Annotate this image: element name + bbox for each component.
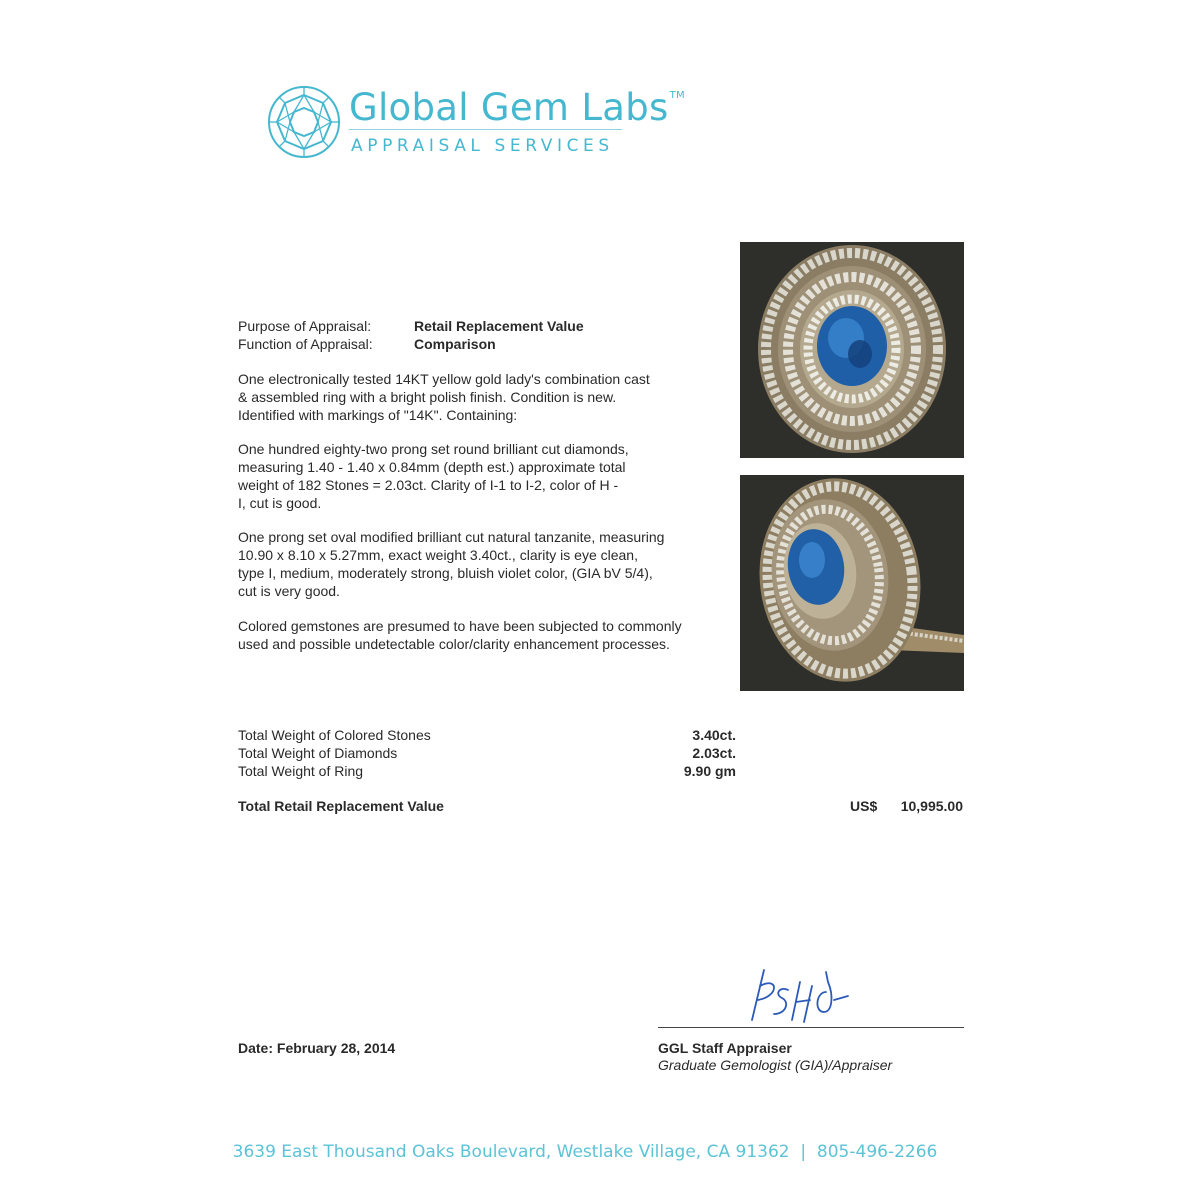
purpose-label: Purpose of Appraisal: <box>238 318 372 334</box>
total-ring-weight-label: Total Weight of Ring <box>238 763 364 779</box>
ring-description-line: One electronically tested 14KT yellow gold lady's combination cast <box>238 371 650 387</box>
total-retail-value: 10,995.00 <box>900 798 963 814</box>
diamonds-description-line: weight of 182 Stones = 2.03ct. Clarity of I-1 to I-2, color of H - <box>238 477 619 493</box>
brand-name <box>349 86 685 129</box>
ring-description <box>238 370 728 424</box>
ring-photo-angle-view <box>740 475 964 691</box>
enhancement-disclaimer <box>238 617 728 653</box>
total-colored-stones-label: Total Weight of Colored Stones <box>238 727 431 743</box>
function-label: Function of Appraisal: <box>238 336 373 352</box>
purpose-value: Retail Replacement Value <box>414 318 584 334</box>
currency-label: US$ <box>850 798 878 814</box>
signature-line <box>658 1027 964 1028</box>
tanzanite-description-line: 10.90 x 8.10 x 5.27mm, exact weight 3.40ct., clarity is eye clean, <box>238 547 638 563</box>
tanzanite-description-line: type I, medium, moderately strong, bluish violet color, (GIA bV 5/4), <box>238 565 653 581</box>
brand-subtitle: APPRAISAL SERVICES <box>351 136 614 156</box>
appraiser-title: GGL Staff Appraiser <box>658 1040 792 1056</box>
appraisal-date: Date: February 28, 2014 <box>238 1040 396 1056</box>
trademark-mark: TM <box>669 90 685 101</box>
disclaimer-line: Colored gemstones are presumed to have been subjected to commonly <box>238 618 682 634</box>
total-retail-value-label: Total Retail Replacement Value <box>238 798 444 814</box>
tanzanite-description-line: cut is very good. <box>238 583 340 599</box>
diamonds-description <box>238 440 728 512</box>
brand-name-text: Global Gem Labs <box>349 86 669 129</box>
ring-photo-top-view <box>740 242 964 458</box>
appraiser-signature <box>730 962 860 1032</box>
brand-divider <box>349 129 622 130</box>
diamonds-description-line: I, cut is good. <box>238 495 322 511</box>
total-colored-stones-value: 3.40ct. <box>692 727 736 743</box>
diamonds-description-line: measuring 1.40 - 1.40 x 0.84mm (depth est.) approximate total <box>238 459 626 475</box>
round-brilliant-diamond-icon <box>266 84 342 160</box>
ring-description-line: Identified with markings of "14K". Containing: <box>238 407 518 423</box>
total-ring-weight-value: 9.90 gm <box>683 763 736 779</box>
diamonds-description-line: One hundred eighty-two prong set round brilliant cut diamonds, <box>238 441 629 457</box>
footer-address: 3639 East Thousand Oaks Boulevard, Westlake Village, CA 91362 | 805-496-2266 <box>232 1142 938 1162</box>
tanzanite-description <box>238 528 728 600</box>
tanzanite-description-line: One prong set oval modified brilliant cut natural tanzanite, measuring <box>238 529 665 545</box>
total-diamonds-value: 2.03ct. <box>692 745 736 761</box>
disclaimer-line: used and possible undetectable color/clarity enhancement processes. <box>238 636 670 652</box>
function-row <box>238 335 496 353</box>
appraiser-credentials: Graduate Gemologist (GIA)/Appraiser <box>658 1057 893 1073</box>
function-value: Comparison <box>414 336 496 352</box>
ring-description-line: & assembled ring with a bright polish finish. Condition is new. <box>238 389 617 405</box>
purpose-row <box>238 317 584 335</box>
total-diamonds-label: Total Weight of Diamonds <box>238 745 398 761</box>
